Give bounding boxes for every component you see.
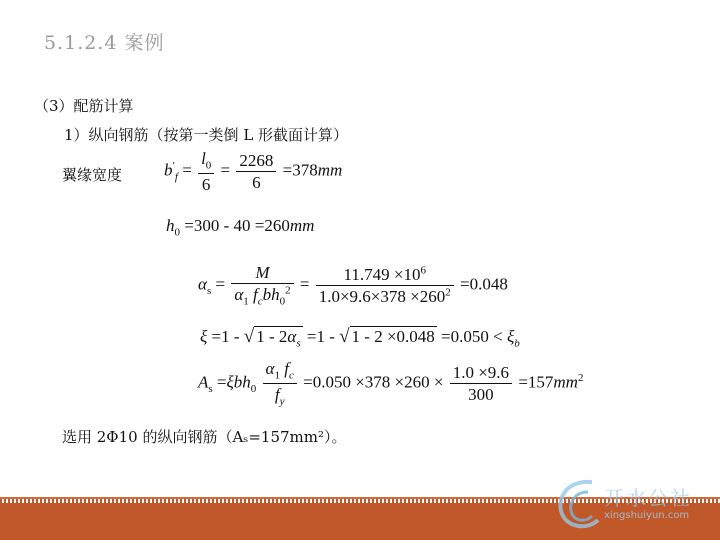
fraction-a1fc-over-fy: $\frac{\alpha_1 f_c}{f_y}$ bbox=[263, 358, 297, 409]
flange-width-label: 翼缘宽度 bbox=[62, 166, 123, 184]
conclusion-text: 选用 2Φ10 的纵向钢筋（Aₛ=157mm²）。 bbox=[62, 428, 347, 446]
equation-alpha-s: $\alpha_s$ = $\frac{M}{\alpha_1 f_cbh_0^2}$ = $\frac{11.749 \times 10^6}{1.0\times 9.6\times 378 \times 260^2}$ =0.048 bbox=[198, 263, 508, 308]
fraction-1-9.6-over-300: $\frac{1.0 \times 9.6}{300}$ bbox=[450, 362, 512, 406]
watermark-name: 开水公社 bbox=[604, 486, 692, 510]
fraction-numeric-alpha: $\frac{11.749 \times 10^6}{1.0\times 9.6\times 378 \times 260^2}$ bbox=[316, 264, 454, 308]
watermark-url: xingshuiyun.com bbox=[604, 510, 690, 521]
slide-title: 5.1.2.4 案例 bbox=[44, 32, 165, 54]
equation-flange-width: $b'_f$ = $\frac{l_0}{6}$ = $\frac{2268}{6}$ =378mm bbox=[164, 149, 343, 195]
equation-h0: $h_0 =300 - 40 =260mm$ bbox=[166, 216, 315, 239]
section-heading: （3）配筋计算 bbox=[34, 97, 134, 115]
equation-xi: ξ =1 - √ $1 - 2\alpha_s =1$ - √ $1 - 2 \times 0.048 =0.050 < \xi_b$ bbox=[200, 326, 520, 350]
subheading: 1）纵向钢筋（按第一类倒 L 形截面计算） bbox=[64, 126, 349, 144]
watermark-swirl-icon bbox=[552, 474, 602, 534]
watermark-logo bbox=[552, 474, 712, 534]
fraction-l0-over-6: $\frac{l_0}{6}$ bbox=[198, 148, 214, 195]
fraction-2268-over-6: $\frac{2268}{6}$ bbox=[236, 150, 276, 194]
fraction-M-over-a1fcbh0: $\frac{M}{\alpha_1 f_cbh_0^2}$ bbox=[231, 262, 293, 309]
equation-As: $A_s =\xi bh_0$ $\frac{\alpha_1 f_c}{f_y}$ =0.050 ×378 ×260 × $\frac{1.0 \times 9.6}{300}$ $=157mm^2$ bbox=[198, 359, 584, 408]
